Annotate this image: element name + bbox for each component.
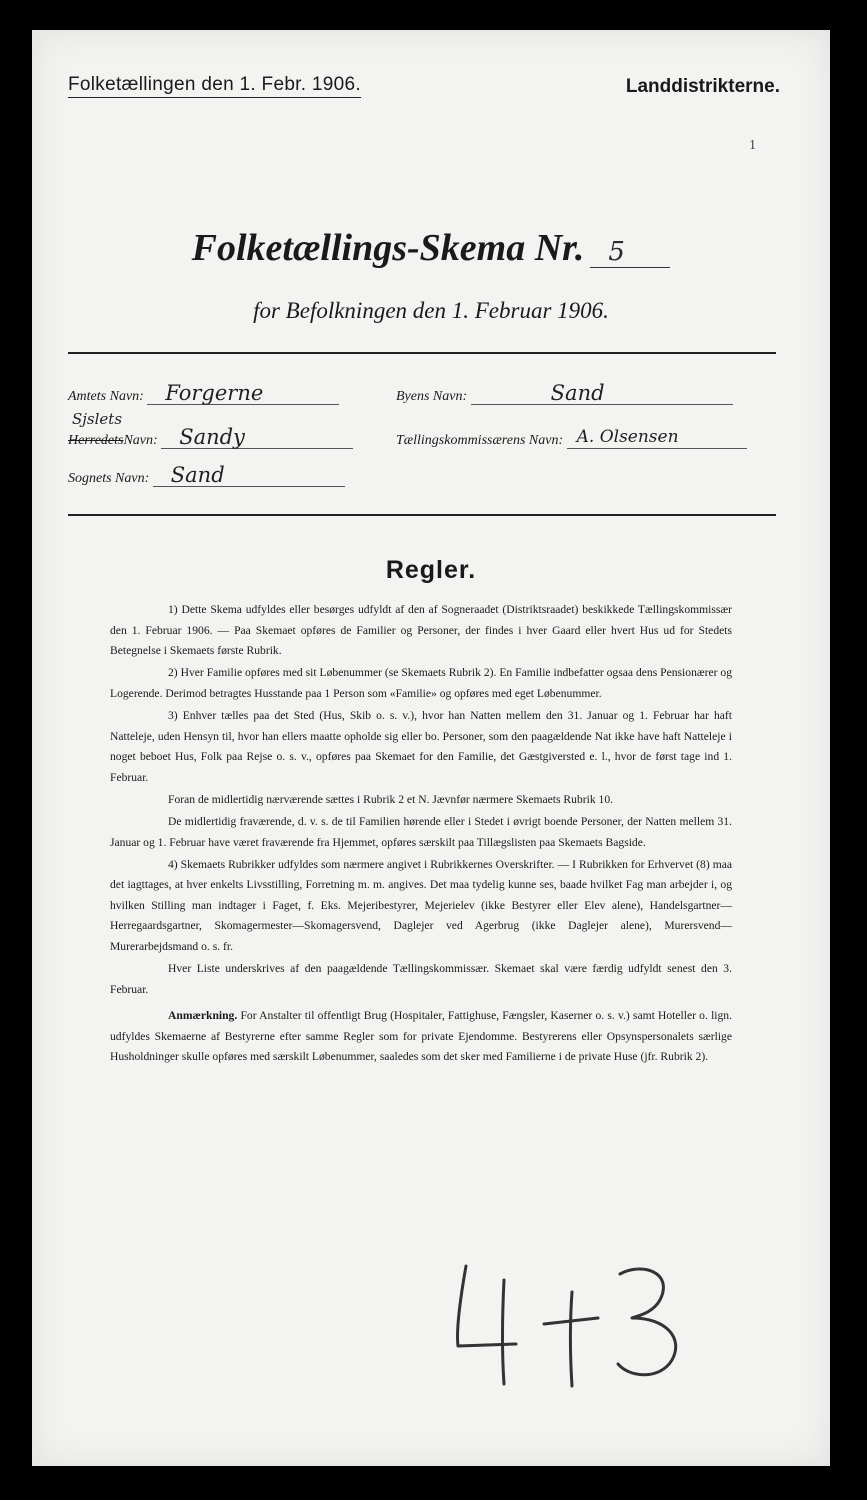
rules-body xyxy=(110,600,732,1070)
rule-paragraph: 2) Hver Familie opføres med sit Løbenummer (se Skemaets Rubrik 2). En Familie indbefatter ogsaa dens Pensionærer og Logerende. Derimod betragtes Husstande paa 1 Person som «Familie» og opføres med eget Løbenummer. xyxy=(110,666,732,700)
divider-bottom xyxy=(68,514,776,516)
sogn-label: Sognets Navn: xyxy=(68,471,150,486)
note-lead: Anmærkning. xyxy=(168,1009,238,1023)
note-text: For Anstalter til offentligt Brug (Hospitaler, Fattighuse, Fængsler, Kaserner o. s. v.) samt Hoteller o. lign. udfyldes Skemaerne af Bestyrerne efter samme Regler som for private Ejendomme. Bestyrerens eller Opsynspersonalets særlige Husholdninger skulle opføres med særskilt Løbenummer, saaledes som det sker med Familierne i de private Huse (jfr. Rubrik 2). xyxy=(110,1009,732,1064)
form-number: 5 xyxy=(590,237,670,268)
page-mark: 1 xyxy=(749,138,756,153)
kommissaer-field xyxy=(396,426,747,449)
rule-paragraph: 3) Enhver tælles paa det Sted (Hus, Skib o. s. v.), hvor han Natten mellem den 31. Januar og 1. Februar har haft Natteleje, uden Hensyn til, hvor han ellers maatte opholde sig eller bo. Personer, som den paagældende Nat ikke have haft Natteleje i noget beboet Hus, Folk paa Rejse o. s. v., opføres paa Skemaet for den Familie, det Gæstgiversted e. l., hvor de først tage ind 1. Februar. xyxy=(110,708,732,784)
herred-value: Sandy xyxy=(161,426,353,449)
byen-field xyxy=(396,382,733,405)
note-paragraph xyxy=(110,1006,732,1068)
rules-heading: Regler. xyxy=(385,556,477,584)
kommissaer-value: A. Olsensen xyxy=(567,426,747,449)
byen-value: Sand xyxy=(471,382,733,405)
rule-paragraph: De midlertidig fraværende, d. v. s. de til Familien hørende eller i Stedet i øvrigt boende Personer, der Natten mellem 31. Januar og 1. Februar have været fraværende fra Hjemmet, opføres særskilt paa Tillægslisten paa Skemaets Bagside. xyxy=(110,814,732,849)
amt-field xyxy=(68,382,339,405)
census-header: Folketællingen den 1. Febr. 1906. xyxy=(68,74,361,98)
rule-paragraph: 4) Skemaets Rubrikker udfyldes som nærmere angivet i Rubrikkernes Overskrifter. — I Rubrikken for Erhvervet (8) maa det iagttages, at hver enkelts Livsstilling, Forretning m. m. angives. Det maa tydelig kunne ses, baade hvilket Fag man arbejder i, og hvilken Stilling man indtager i Faget, f. Eks. Mejeribestyrer, Mejerielev (ikke Bestyrer eller Elev alene), Handelsgartner—Herregaardsgartner, Skomagermester—Skomagersvend, Daglejer ved Agerbrug (ikke Daglejer alene), Murersvend—Murerarbejdsmand o. s. fr. xyxy=(110,857,732,953)
form-title xyxy=(32,226,830,270)
herred-struck: Herredets xyxy=(68,433,124,448)
amt-label: Amtets Navn: xyxy=(68,389,144,404)
sogn-field xyxy=(68,464,345,487)
herred-field xyxy=(68,410,353,449)
rule-paragraph: Foran de midlertidig nærværende sættes i Rubrik 2 et N. Jævnfør nærmere Skemaets Rubrik 10. xyxy=(168,792,614,806)
handwritten-total-4-plus-3 xyxy=(452,1260,692,1390)
divider-top xyxy=(68,352,776,354)
form-subtitle: for Befolkningen den 1. Februar 1906. xyxy=(253,298,609,323)
census-form-sheet xyxy=(32,30,830,1466)
herred-label: Navn: xyxy=(123,433,158,448)
herred-insert: Sjslets xyxy=(72,410,123,428)
amt-value: Forgerne xyxy=(147,382,339,405)
form-title-text: Folketællings-Skema Nr. xyxy=(191,227,585,269)
district-type: Landdistrikterne. xyxy=(625,76,780,97)
sogn-value: Sand xyxy=(153,464,345,487)
rule-paragraph: Hver Liste underskrives af den paagældende Tællingskommissær. Skemaet skal være færdig udfyldt senest den 3. Februar. xyxy=(110,962,732,996)
kommissaer-label: Tællingskommissærens Navn: xyxy=(396,433,564,448)
byen-label: Byens Navn: xyxy=(396,389,468,404)
rule-paragraph: 1) Dette Skema udfyldes eller besørges udfyldt af den af Sogneraadet (Distriktsraadet) beskikkede Tællingskommissær den 1. Februar 1906. — Paa Skemaet opføres de Familier og Personer, der findes i hver Gaard eller hvert Hus ud for Stedets Betegnelse i Skemaets første Rubrik. xyxy=(110,603,732,658)
